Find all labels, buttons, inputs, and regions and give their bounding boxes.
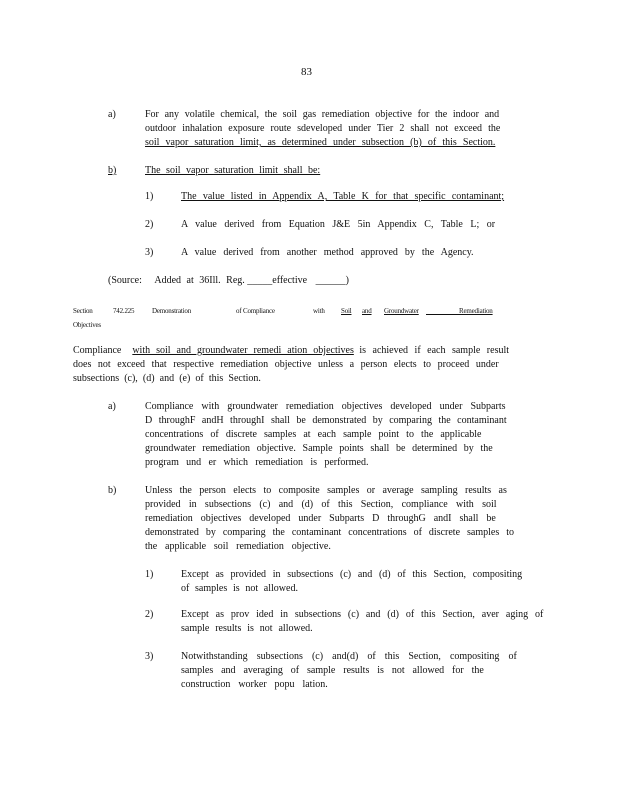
heading-word: 742.225 [113,307,135,315]
text-line: D throughF andH throughI shall be demonstrated by comparing the contaminant [145,415,507,426]
text-line: samples and averaging of sample results is not allowed for the [181,665,484,676]
text-line: program und er which remediation is performed. [145,457,369,468]
text-line: groundwater remediation objective. Sample points shall be determined by the [145,443,493,454]
item-text: A value derived from another method approved by the Agency. [181,247,474,258]
text-line: demonstrated by comparing the contaminant concentrations of discrete samples to [145,527,515,538]
text-line: Except as provided in subsections (c) and (d) of this Section, compositing [181,569,523,580]
source-blank: _____ [247,275,273,286]
item-text: The value listed in Appendix A, Table K for that specific contaminant; [181,191,505,202]
source-effective: effective [272,275,308,286]
item-text: A value derived from Equation J&E 5in Appendix C, Table L; or [181,219,496,230]
text-line: provided in subsections (c) and (d) of this Section, compliance with soil [145,499,497,510]
text-line: Notwithstanding subsections (c) and(d) of this Section, compositing of [181,651,517,662]
sub-a-label: a) [108,401,116,412]
text-line-underlined: soil vapor saturation limit, as determined under subsection (b) of this Section. [145,137,496,148]
item-number: 2) [145,609,154,620]
text-line: For any volatile chemical, the soil gas remediation objective for the indoor and [145,109,500,120]
text-line: subsections (c), (d) and (e) of this Section. [73,373,261,384]
heading-word: with [313,307,325,315]
text-line [73,344,509,358]
intro-rest: is achieved if each sample result [359,345,510,356]
section-heading [73,304,553,330]
text-line: remediation objectives developed under Subparts D throughG andI shall be [145,513,496,524]
source-added: Added at 36Ill. Reg. [154,275,245,286]
sub-a-text [145,400,507,470]
text-line: Unless the person elects to composite samples or average sampling results as [145,485,507,496]
compliance-intro [73,344,509,386]
source-blank: ______) [315,275,349,286]
heading-word: of Compliance [236,307,275,315]
heading-word: Remediation [459,307,493,315]
source-prefix: (Source: [108,275,142,286]
text-line: concentrations of discrete samples at each sample point to the applicable [145,429,482,440]
para-b-label: b) [108,165,117,176]
sub-b-text [145,484,514,554]
para-b-intro: The soil vapor saturation limit shall be: [145,165,321,176]
heading-word: Objectives [73,321,101,329]
para-a-text [145,108,500,150]
item-number: 1) [145,569,154,580]
intro-underlined: with soil and groundwater remedi ation objectives [132,345,354,356]
item-number: 1) [145,191,154,202]
source-note [108,274,349,288]
text-line: does not exceed that respective remediation objective unless a person elects to proceed under [73,359,499,370]
item-text [181,608,543,636]
item-text [181,650,517,692]
item-text [181,568,522,596]
heading-word: and [362,307,372,315]
heading-word: Groundwater [384,307,419,315]
heading-word: Soil [341,307,352,315]
text-line: construction worker popu lation. [181,679,328,690]
item-number: 3) [145,651,154,662]
text-line: sample results is not allowed. [181,623,313,634]
item-number: 2) [145,219,154,230]
text-line: of samples is not allowed. [181,583,298,594]
heading-word: Demonstration [152,307,192,315]
para-a-label: a) [108,109,116,120]
text-line: outdoor inhalation exposure route sdeveloped under Tier 2 shall not exceed the [145,123,501,134]
intro-word: Compliance [73,345,122,356]
heading-word: Section [73,307,93,315]
text-line: the applicable soil remediation objective. [145,541,331,552]
heading-underline [426,314,459,315]
page-number: 83 [301,66,312,78]
text-line: Compliance with groundwater remediation objectives developed under Subparts [145,401,506,412]
text-line: Except as prov ided in subsections (c) and (d) of this Section, aver aging of [181,609,544,620]
sub-b-label: b) [108,485,117,496]
item-number: 3) [145,247,154,258]
